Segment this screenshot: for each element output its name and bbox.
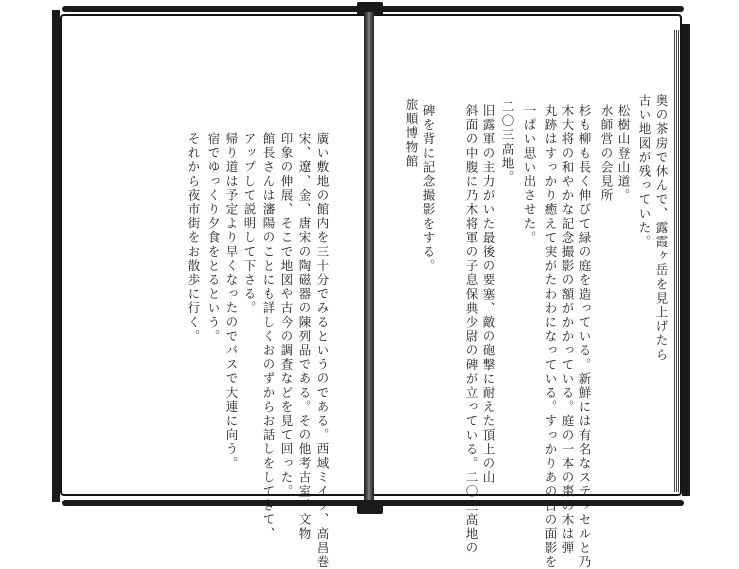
book-cover-right-edge xyxy=(682,24,690,496)
right-page-line-7: 丸跡はすっかり癒えて実がたわわになっている。すっかりあの日の面影を xyxy=(543,104,558,569)
left-page-line-5: アップして説明して下さる。 xyxy=(242,132,257,316)
right-page-line-1: 奥の茶房で休んで、露霞ヶ岳を見上げたら xyxy=(654,94,669,362)
right-page-line-6: 木大将の和やかな記念撮影の額がかかっている。庭の一本の棗の木は弾 xyxy=(560,104,575,556)
book-gutter xyxy=(364,12,374,500)
right-page-line-9: 二〇三高地。 xyxy=(500,100,515,185)
left-page-line-6: 帰り道は予定より早くなったのでバスで大連に向う。 xyxy=(224,132,239,471)
left-page-line-3: 印象の伸展、そこで地図や古今の調査などを見て回った。 xyxy=(279,132,294,499)
right-page-line-13: 旅順博物館 xyxy=(404,98,419,169)
left-page-line-8: それから夜市街をお散歩に行く。 xyxy=(186,132,201,344)
right-page-line-10: 旧露軍の主力がいた最後の要塞、敵の砲撃に耐えた頂上の山 xyxy=(481,104,496,485)
right-page-line-5: 杉も柳も長く伸びて緑の庭を造っている。新鮮には有名なステッセルと乃 xyxy=(577,104,592,569)
left-page-line-7: 宿でゆっくり夕食をとるという。 xyxy=(206,132,221,344)
right-page-line-12: 碑を背に記念撮影をする。 xyxy=(421,104,436,274)
book-cover-left-edge xyxy=(52,10,60,502)
right-page-line-4: 水師営の会見所 xyxy=(599,104,614,203)
left-page-line-2: 宋、遼、金、唐宋の陶磁器の陳列品である。その他考古室、文物 xyxy=(297,132,312,541)
right-page xyxy=(370,14,682,496)
right-page-line-8: 一ぱい思い出させた。 xyxy=(522,104,537,245)
right-page-line-3: 松樹山登山道。 xyxy=(616,104,631,203)
left-page-line-1: 廣い敷地の館内を三十分でみるというのである。西域ミイラ、高昌巻 xyxy=(315,132,330,569)
right-page-line-2: 古い地図が残っていた。 xyxy=(637,94,652,250)
page-stack-edge xyxy=(674,30,680,492)
left-page-line-4: 館長さんは瀋陽のことにも詳しくおのずからお話しをしてきて、 xyxy=(261,132,276,541)
right-page-line-11: 斜面の中腹に乃木将軍の子息保典少尉の碑が立っている。二〇三高地の xyxy=(464,104,479,556)
binding-tab-bottom xyxy=(357,500,383,514)
